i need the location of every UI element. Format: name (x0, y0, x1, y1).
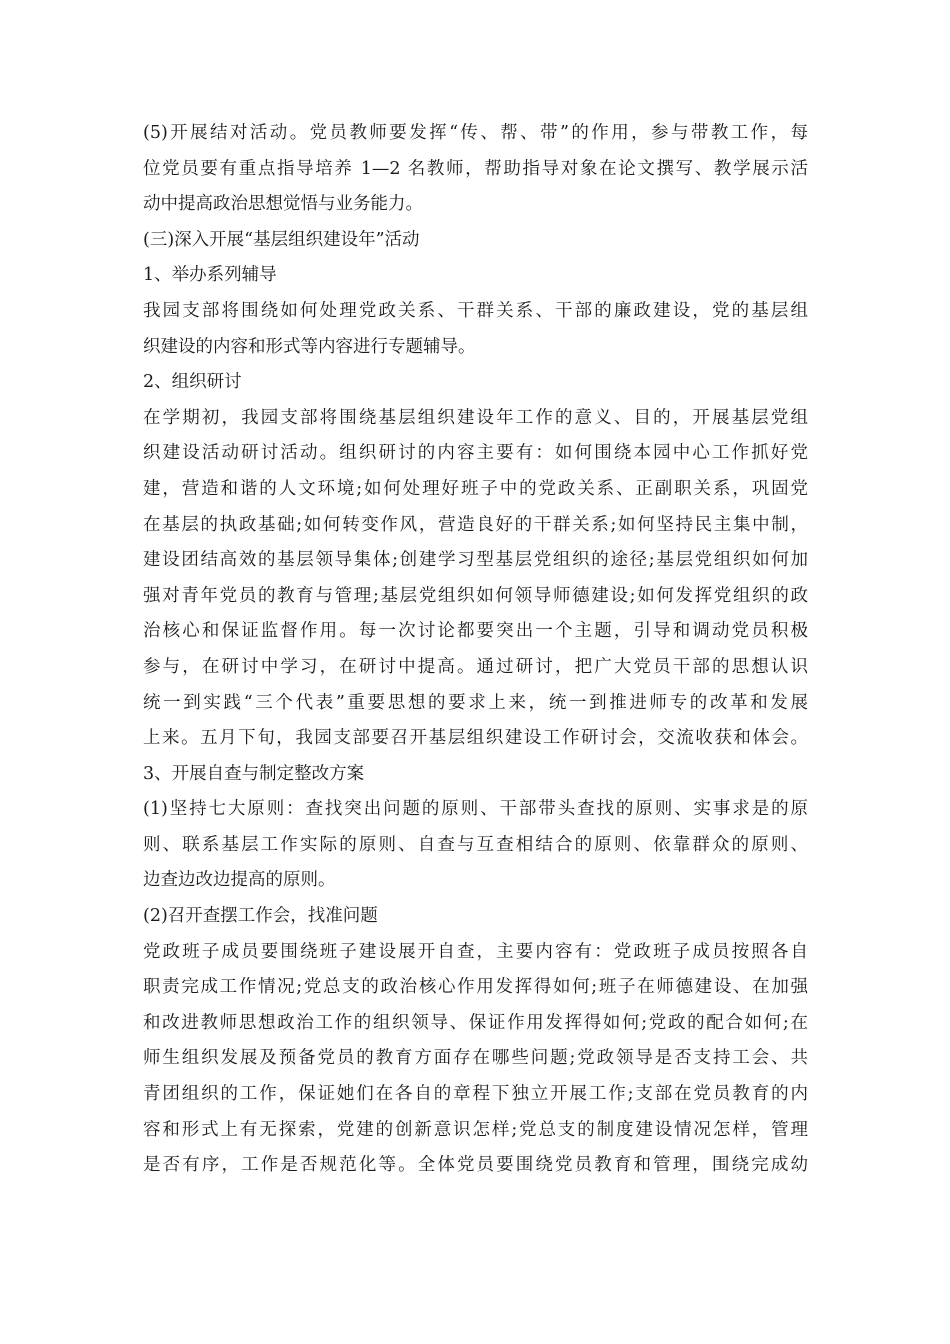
text-line: 织建设活动研讨活动。组织研讨的内容主要有：如何围绕本园中心工作抓好党 (143, 443, 808, 464)
text-line: 在学期初，我园支部将围绕基层组织建设年工作的意义、目的，开展基层党组 (143, 407, 808, 428)
text-line: 3、开展自查与制定整改方案 (143, 763, 365, 784)
text-line: 统一到实践“三个代表”重要思想的要求上来，统一到推进师专的改革和发展 (143, 692, 808, 713)
text-line: 参与，在研讨中学习，在研讨中提高。通过研讨，把广大党员干部的思想认识 (143, 656, 808, 677)
text-line: 治核心和保证监督作用。每一次讨论都要突出一个主题，引导和调动党员积极 (143, 621, 808, 642)
text-line: 织建设的内容和形式等内容进行专题辅导。 (143, 336, 476, 357)
text-line: 边查边改边提高的原则。 (143, 870, 336, 891)
text-line: (5)开展结对活动。党员教师要发挥“传、帮、带”的作用，参与带教工作，每 (143, 123, 808, 143)
text-line: 在基层的执政基础;如何转变作风，营造良好的干群关系;如何坚持民主集中制， (143, 514, 808, 535)
text-line: 建，营造和谐的人文环境;如何处理好班子中的党政关系、正副职关系，巩固党 (143, 478, 808, 499)
text-line: 职责完成工作情况;党总支的政治核心作用发挥得如何;班子在师德建设、在加强 (143, 977, 808, 998)
text-line: (三)深入开展“基层组织建设年”活动 (143, 229, 420, 250)
text-line: 1、举办系列辅导 (143, 265, 277, 286)
text-line: 建设团结高效的基层领导集体;创建学习型基层党组织的途径;基层党组织如何加 (143, 550, 808, 571)
text-line: (2)召开查摆工作会，找准问题 (143, 906, 378, 927)
text-line: 我园支部将围绕如何处理党政关系、干群关系、干部的廉政建设，党的基层组 (143, 300, 808, 321)
document-page (143, 116, 808, 1184)
text-line: 动中提高政治思想觉悟与业务能力。 (143, 194, 423, 215)
text-line: 2、组织研讨 (143, 372, 242, 393)
text-line: 党政班子成员要围绕班子建设展开自查，主要内容有：党政班子成员按照各自 (143, 941, 808, 962)
text-line: 容和形式上有无探索，党建的创新意识怎样;党总支的制度建设情况怎样，管理 (143, 1119, 808, 1140)
text-line: (1)坚持七大原则：查找突出问题的原则、干部带头查找的原则、实事求是的原 (143, 799, 808, 820)
text-line: 青团组织的工作，保证她们在各自的章程下独立开展工作;支部在党员教育的内 (143, 1084, 808, 1105)
text-line: 是否有序，工作是否规范化等。全体党员要围绕党员教育和管理，围绕完成幼 (143, 1155, 808, 1176)
text-line: 强对青年党员的教育与管理;基层党组织如何领导师德建设;如何发挥党组织的政 (143, 585, 808, 606)
text-line: 位党员要有重点指导培养 1—2 名教师，帮助指导对象在论文撰写、教学展示活 (143, 158, 808, 179)
text-line: 则、联系基层工作实际的原则、自查与互查相结合的原则、依靠群众的原则、 (143, 834, 808, 855)
text-line: 和改进教师思想政治工作的组织领导、保证作用发挥得如何;党政的配合如何;在 (143, 1012, 808, 1033)
text-line: 师生组织发展及预备党员的教育方面存在哪些问题;党政领导是否支持工会、共 (143, 1048, 808, 1069)
text-line: 上来。五月下旬，我园支部要召开基层组织建设工作研讨会，交流收获和体会。 (143, 728, 808, 749)
